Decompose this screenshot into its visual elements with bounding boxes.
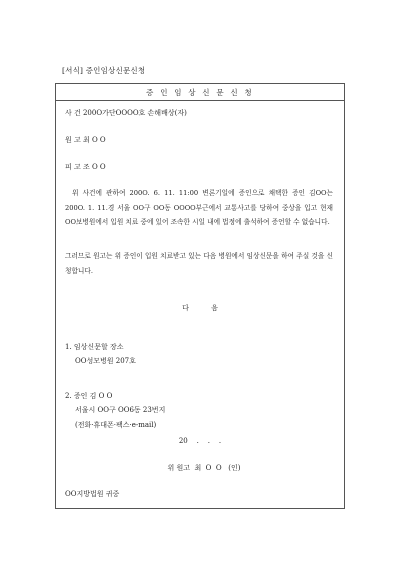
- signature-line: 위 원고 최 O O (인): [167, 464, 241, 472]
- item2-address: 서울시 OO구 OO6동 23번지: [75, 406, 166, 414]
- form-caption: [서식] 증인임상신문신청: [62, 66, 146, 75]
- item1-value: OO성모병원 207호: [75, 357, 136, 365]
- defendant-line: 피 고 조 O O: [65, 163, 106, 171]
- case-line: 사 건 200O가단OOOO호 손해배상(자): [65, 109, 187, 117]
- date-line: 20 . . .: [178, 437, 222, 445]
- plaintiff-line: 원 고 최 O O: [65, 136, 106, 144]
- document-frame: [55, 83, 345, 509]
- court-line: OO지방법원 귀중: [65, 490, 120, 498]
- da-eum-heading: 다 음: [182, 304, 218, 312]
- paragraph-reason: 위 사건에 관하여 200O. 6. 11. 11:00 변론기일에 증인으로 채택한 증인 김OO는 200O. 1. 11.경 서울 OO구 OO동 OOOO부근에서 교통사고를 당하여 중상을 입고 현재 OO보병원에서 입원 치료 중에 있어 조속한 시일 내에 법정에 출석하여 증언할 수 없습니다.: [65, 189, 333, 226]
- item2-contact: (전화·휴대폰·팩스·e-mail): [75, 421, 157, 429]
- item1-label: 1. 임상신문할 장소: [65, 343, 124, 351]
- document-title: 증 인 임 상 신 문 신 청: [56, 84, 344, 101]
- item2-label: 2. 증인 김 O O: [65, 392, 113, 400]
- paragraph-request: 그러므로 원고는 위 증인이 입원 치료받고 있는 다음 병원에서 임상신문을 하여 주실 것을 신청합니다.: [65, 252, 333, 275]
